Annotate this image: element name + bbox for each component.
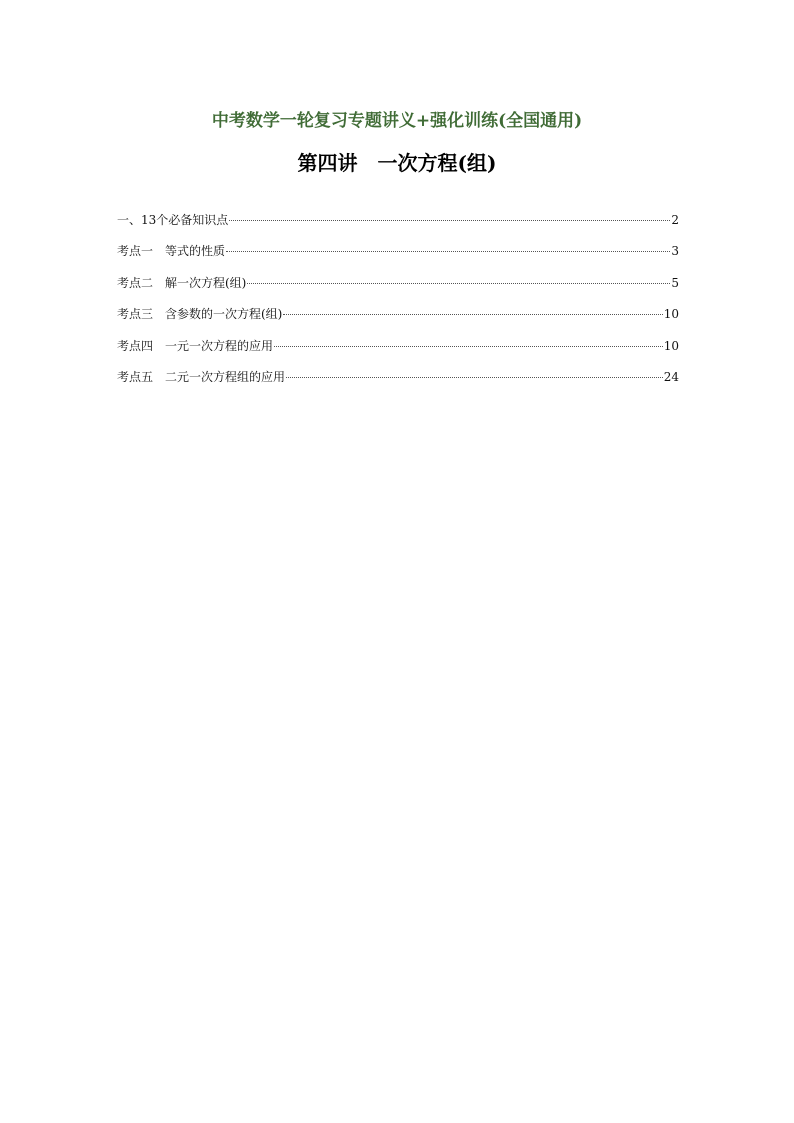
document-title: 第四讲 一次方程(组): [297, 151, 497, 175]
toc-entry[interactable]: [117, 305, 679, 336]
toc-dot-leader: [286, 377, 663, 378]
toc-entry-label: 考点二 解一次方程(组): [117, 275, 247, 290]
toc-entry-page: 2: [671, 213, 679, 227]
toc-entry[interactable]: [117, 211, 679, 242]
toc-entry-label: 考点五 二元一次方程组的应用: [117, 369, 286, 384]
toc-entry-page: 10: [663, 307, 679, 322]
toc-entry-page: 3: [671, 244, 679, 259]
toc-entry-label: 一、13个必备知识点: [117, 213, 229, 227]
toc-dot-leader: [283, 314, 662, 315]
toc-entry-page: 5: [671, 275, 679, 290]
toc-dot-leader: [229, 220, 670, 221]
toc-entry[interactable]: [117, 368, 679, 399]
table-of-contents: [117, 211, 679, 399]
toc-entry[interactable]: [117, 274, 679, 305]
toc-dot-leader: [247, 283, 670, 284]
toc-entry[interactable]: [117, 242, 679, 273]
toc-entry-label: 考点三 含参数的一次方程(组): [117, 307, 283, 322]
toc-entry-label: 考点四 一元一次方程的应用: [117, 338, 274, 353]
toc-entry-page: 10: [663, 338, 679, 353]
toc-entry-page: 24: [663, 369, 679, 384]
toc-dot-leader: [226, 251, 670, 252]
document-subtitle: 中考数学一轮复习专题讲义+强化训练(全国通用): [211, 111, 583, 131]
toc-entry-label: 考点一 等式的性质: [117, 244, 226, 259]
toc-dot-leader: [274, 346, 663, 347]
toc-entry[interactable]: [117, 337, 679, 368]
